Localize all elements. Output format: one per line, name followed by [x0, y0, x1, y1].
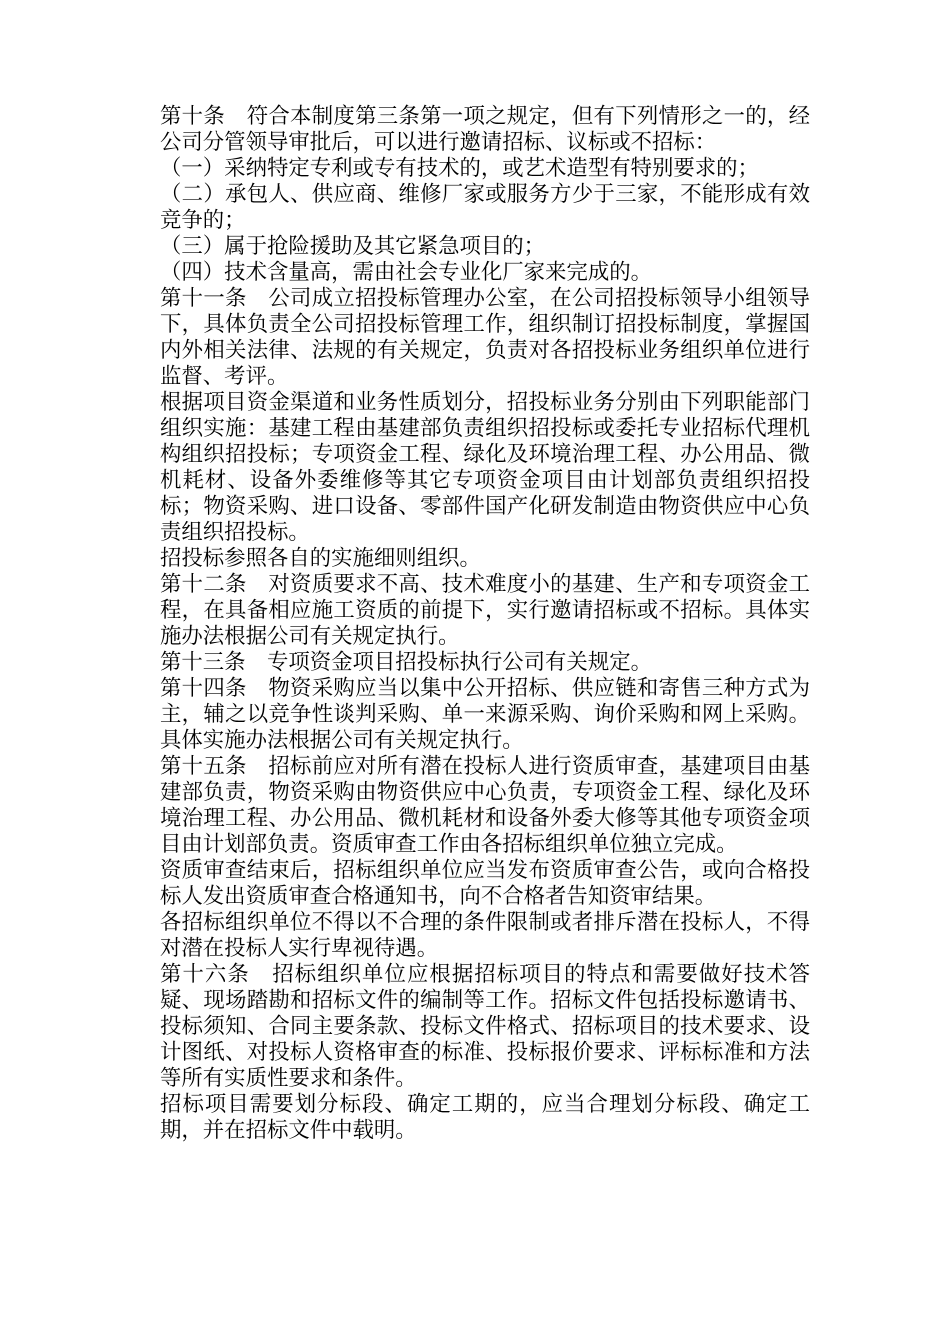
article-14: 第十四条 物资采购应当以集中公开招标、供应链和寄售三种方式为主，辅之以竞争性谈判采购、单一来源采购、询价采购和网上采购。具体实施办法根据公司有关规定执行。	[160, 676, 810, 753]
article-15-para-2: 资质审查结束后，招标组织单位应当发布资质审查公告，或向合格投标人发出资质审查合格通知书，向不合格者告知资审结果。	[160, 858, 810, 909]
article-11: 第十一条 公司成立招投标管理办公室，在公司招投标领导小组领导下，具体负责全公司招投标管理工作，组织制订招投标制度，掌握国内外相关法律、法规的有关规定，负责对各招投标业务组织单位进行监督、考评。	[160, 286, 810, 389]
article-11-para-2: 根据项目资金渠道和业务性质划分，招投标业务分别由下列职能部门组织实施：基建工程由基建部负责组织招投标或委托专业招标代理机构组织招投标；专项资金工程、绿化及环境治理工程、办公用品、微机耗材、设备外委维修等其它专项资金项目由计划部负责组织招投标；物资采购、进口设备、零部件国产化研发制造由物资供应中心负责组织招投标。	[160, 390, 810, 545]
article-13: 第十三条 专项资金项目招投标执行公司有关规定。	[160, 650, 652, 675]
article-10-item-2: （二）承包人、供应商、维修厂家或服务方少于三家，不能形成有效竞争的；	[160, 182, 810, 233]
article-16-para-2: 招标项目需要划分标段、确定工期的，应当合理划分标段、确定工期，并在招标文件中载明。	[160, 1092, 810, 1143]
article-10-item-4: （四）技术含量高，需由社会专业化厂家来完成的。	[160, 260, 652, 285]
article-12: 第十二条 对资质要求不高、技术难度小的基建、生产和专项资金工程，在具备相应施工资质的前提下，实行邀请招标或不招标。具体实施办法根据公司有关规定执行。	[160, 572, 810, 649]
article-15-para-3: 各招标组织单位不得以不合理的条件限制或者排斥潜在投标人，不得对潜在投标人实行卑视待遇。	[160, 910, 810, 961]
article-15: 第十五条 招标前应对所有潜在投标人进行资质审查，基建项目由基建部负责，物资采购由物资供应中心负责，专项资金工程、绿化及环境治理工程、办公用品、微机耗材和设备外委大修等其他专项资金项目由计划部负责。资质审查工作由各招标组织单位独立完成。	[160, 754, 810, 857]
article-10-item-1: （一）采纳特定专利或专有技术的，或艺术造型有特别要求的；	[160, 156, 759, 181]
article-16: 第十六条 招标组织单位应根据招标项目的特点和需要做好技术答疑、现场踏勘和招标文件的编制等工作。招标文件包括投标邀请书、投标须知、合同主要条款、投标文件格式、招标项目的技术要求、设计图纸、对投标人资格审查的标准、投标报价要求、评标标准和方法等所有实质性要求和条件。	[160, 962, 810, 1091]
article-10-intro: 第十条 符合本制度第三条第一项之规定，但有下列情形之一的，经公司分管领导审批后，可以进行邀请招标、议标或不招标：	[160, 104, 810, 155]
document-body	[160, 104, 810, 1144]
article-11-para-3: 招投标参照各自的实施细则组织。	[160, 546, 481, 571]
article-10-item-3: （三）属于抢险援助及其它紧急项目的；	[160, 234, 546, 259]
